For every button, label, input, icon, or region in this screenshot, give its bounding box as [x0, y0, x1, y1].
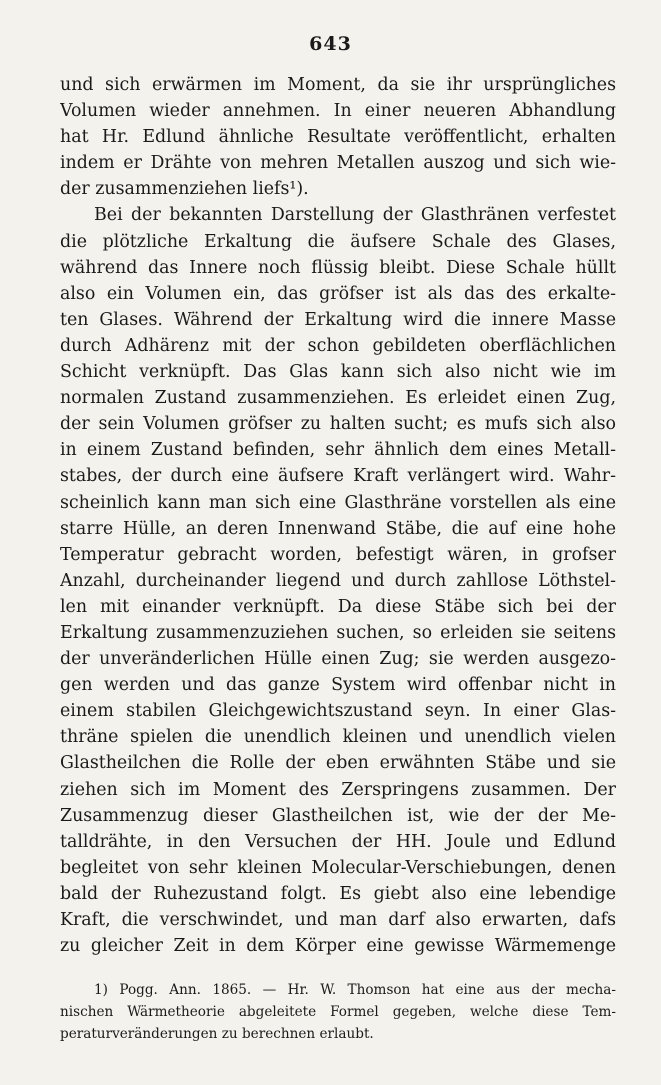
- footnote-line: peraturveränderungen zu berechnen erlaubt.: [60, 1026, 374, 1042]
- text-line: Schicht verknüpft. Das Glas kann sich also nicht wie im: [60, 362, 616, 383]
- text-line: Volumen wieder annehmen. In einer neueren Abhandlung: [60, 101, 616, 122]
- text-line: begleitet von sehr kleinen Molecular-Verschiebungen, denen: [60, 857, 616, 878]
- page-number: 643: [309, 33, 352, 55]
- text-line: Bei der bekannten Darstellung der Glasthränen verfestet: [94, 205, 616, 226]
- text-line: während das Innere noch flüssig bleibt. Diese Schale hüllt: [60, 257, 616, 278]
- text-line: indem er Drähte von mehren Metallen auszog und sich wie-: [60, 153, 616, 174]
- text-line: bald der Ruhezustand folgt. Es giebt also eine lebendige: [60, 883, 616, 904]
- text-line: Glastheilchen die Rolle der eben erwähnten Stäbe und sie: [60, 753, 616, 774]
- text-line: thräne spielen die unendlich kleinen und unendlich vielen: [60, 727, 616, 748]
- footnote-line: nischen Wärmetheorie abgeleitete Formel gegeben, welche diese Tem-: [60, 1004, 616, 1020]
- text-line: der zusammenziehen liefs¹).: [60, 179, 309, 200]
- text-line: gen werden und das ganze System wird offenbar nicht in: [60, 675, 616, 696]
- text-line: Anzahl, durcheinander liegend und durch zahllose Löthstel-: [60, 570, 616, 591]
- text-line: ziehen sich im Moment des Zerspringens zusammen. Der: [60, 779, 616, 800]
- text-line: normalen Zustand zusammenziehen. Es erleidet einen Zug,: [60, 388, 616, 409]
- body-text: [60, 72, 616, 959]
- text-line: ten Glases. Während der Erkaltung wird die innere Masse: [60, 309, 616, 330]
- footnote: [60, 979, 616, 1045]
- text-line: der sein Volumen gröfser zu halten sucht; es mufs sich also: [60, 414, 616, 435]
- text-line: die plötzliche Erkaltung die äufsere Schale des Glases,: [60, 231, 616, 252]
- text-line: starre Hülle, an deren Innenwand Stäbe, die auf eine hohe: [60, 518, 616, 539]
- text-line: Temperatur gebracht worden, befestigt wären, in grofser: [60, 544, 616, 565]
- text-line: Kraft, die verschwindet, und man darf also erwarten, dafs: [60, 910, 616, 930]
- text-line: hat Hr. Edlund ähnliche Resultate veröffentlicht, erhalten: [60, 127, 616, 148]
- text-line: talldrähte, in den Versuchen der HH. Joule und Edlund: [60, 831, 616, 852]
- text-line: scheinlich kann man sich eine Glasthräne vorstellen als eine: [60, 492, 616, 513]
- text-line: also ein Volumen ein, das gröfser ist als das des erkalte-: [60, 283, 616, 304]
- text-line: Zusammenzug dieser Glastheilchen ist, wie der der Me-: [60, 805, 616, 826]
- footnote-line: 1) Pogg. Ann. 1865. — Hr. W. Thomson hat eine aus der mecha-: [94, 982, 616, 998]
- text-line: und sich erwärmen im Moment, da sie ihr ursprüngliches: [60, 75, 616, 95]
- text-line: Erkaltung zusammenzuziehen suchen, so erleiden sie seitens: [60, 622, 616, 643]
- text-line: durch Adhärenz mit der schon gebildeten oberflächlichen: [60, 335, 616, 356]
- text-line: stabes, der durch eine äufsere Kraft verlängert wird. Wahr-: [60, 466, 616, 487]
- text-line: einem stabilen Gleichgewichtszustand seyn. In einer Glas-: [60, 701, 616, 722]
- text-line: der unveränderlichen Hülle einen Zug; sie werden ausgezo-: [60, 649, 616, 670]
- text-line: zu gleicher Zeit in dem Körper eine gewisse Wärmemenge: [60, 936, 616, 957]
- text-line: len mit einander verknüpft. Da diese Stäbe sich bei der: [60, 596, 616, 617]
- text-line: in einem Zustand befinden, sehr ähnlich dem eines Metall-: [60, 440, 616, 461]
